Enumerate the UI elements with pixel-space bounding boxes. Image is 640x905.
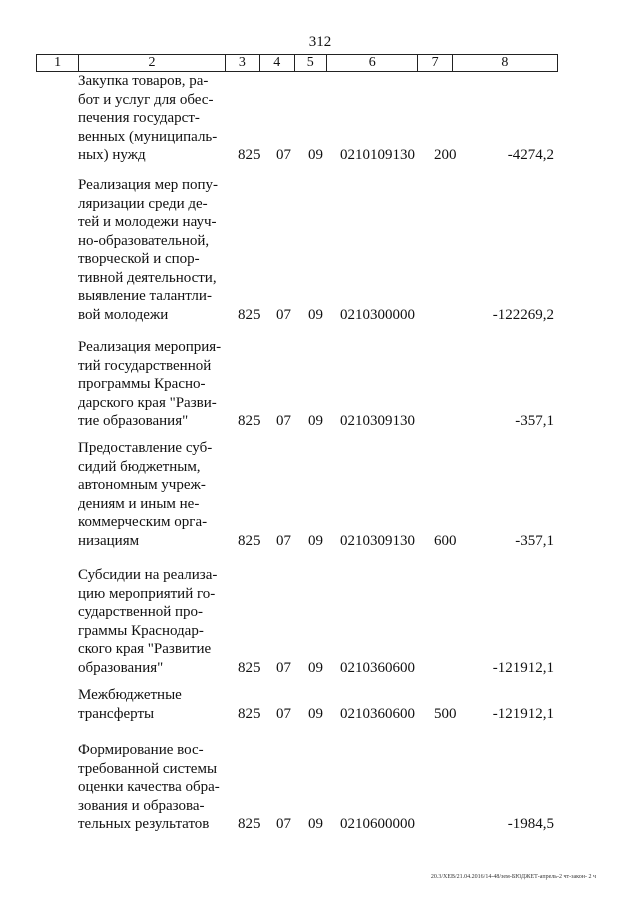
row-cell-c6: 0210360600 <box>340 705 415 722</box>
row-cell-c7: 500 <box>434 705 457 722</box>
description-line: тий государственной <box>78 357 212 374</box>
row-cell-c6: 0210309130 <box>340 413 415 429</box>
header-col-8: 8 <box>452 55 557 72</box>
row-cell-c8: -122269,2 <box>492 306 554 323</box>
description-line: творческой и спор- <box>78 251 200 267</box>
row-description <box>78 176 223 324</box>
description-line: Субсидии на реализа- <box>78 567 218 583</box>
description-line: печения государст- <box>78 110 200 126</box>
row-description <box>78 338 223 431</box>
row-cell-c3: 825 <box>238 147 261 163</box>
page-number: 312 <box>308 34 332 50</box>
description-line: граммы Краснодар- <box>78 622 204 639</box>
row-cell-c6: 0210600000 <box>340 816 415 832</box>
row-cell-c3: 825 <box>238 705 261 722</box>
row-cell-c8: -1984,5 <box>507 816 554 832</box>
row-cell-c5: 09 <box>308 816 323 832</box>
row-cell-c6: 0210309130 <box>340 532 415 549</box>
row-cell-c8: -121912,1 <box>492 705 554 722</box>
row-cell-c4: 07 <box>276 306 291 323</box>
row-cell-c3: 825 <box>238 306 261 323</box>
description-line: ных) нужд <box>78 147 146 163</box>
description-line: образования" <box>78 659 164 676</box>
description-line: Закупка товаров, ра- <box>78 73 209 89</box>
row-cell-c4: 07 <box>276 816 291 832</box>
description-line: трансферты <box>78 705 155 722</box>
row-cell-c5: 09 <box>308 147 323 163</box>
row-cell-c5: 09 <box>308 532 323 549</box>
header-col-5: 5 <box>294 55 327 72</box>
row-cell-c7: 200 <box>434 147 457 163</box>
description-line: автономным учреж- <box>78 477 206 493</box>
row-cell-c6: 0210109130 <box>340 147 415 163</box>
column-number-header <box>36 54 558 72</box>
description-line: венных (муниципаль- <box>78 128 218 145</box>
row-description <box>78 741 223 834</box>
header-col-2: 2 <box>79 55 225 72</box>
row-cell-c3: 825 <box>238 532 261 549</box>
row-description <box>78 566 223 677</box>
row-cell-c5: 09 <box>308 413 323 429</box>
row-cell-c4: 07 <box>276 147 291 163</box>
description-line: Реализация мероприя- <box>78 339 222 355</box>
row-description <box>78 439 223 550</box>
description-line: тельных результатов <box>78 816 210 832</box>
description-line: коммерческим орга- <box>78 514 208 530</box>
row-cell-c8: -121912,1 <box>492 659 554 676</box>
row-cell-c5: 09 <box>308 659 323 676</box>
description-line: Формирование вос- <box>78 742 204 758</box>
description-line: тие образования" <box>78 413 189 429</box>
description-line: дарского края "Разви- <box>78 394 217 411</box>
description-line: низациям <box>78 532 140 549</box>
row-description <box>78 686 223 723</box>
row-cell-c3: 825 <box>238 659 261 676</box>
header-col-3: 3 <box>225 55 259 72</box>
description-line: оценки качества обра- <box>78 779 220 795</box>
row-cell-c4: 07 <box>276 532 291 549</box>
description-line: Предоставление суб- <box>78 440 213 456</box>
description-line: требованной системы <box>78 760 218 777</box>
description-line: зования и образова- <box>78 797 205 814</box>
header-col-4: 4 <box>260 55 294 72</box>
row-cell-c3: 825 <box>238 413 261 429</box>
row-cell-c5: 09 <box>308 705 323 722</box>
description-line: тей и молодежи науч- <box>78 214 217 230</box>
description-line: ляризации среди де- <box>78 195 208 212</box>
description-line: тивной деятельности, <box>78 269 217 286</box>
row-cell-c3: 825 <box>238 816 261 832</box>
row-cell-c8: -4274,2 <box>507 147 554 163</box>
description-line: бот и услуг для обес- <box>78 91 214 108</box>
row-cell-c4: 07 <box>276 705 291 722</box>
row-cell-c4: 07 <box>276 413 291 429</box>
description-line: дениям и иным не- <box>78 495 200 512</box>
row-cell-c6: 0210360600 <box>340 659 415 676</box>
footer-file-path: 20.3/XEB/21.04.2016/14-48/зем-БЮДЖЕТ-апрель-2 чт-закон- 2 ч <box>430 874 596 880</box>
description-line: выявление талантли- <box>78 288 212 304</box>
row-description <box>78 72 223 165</box>
header-col-6: 6 <box>327 55 418 72</box>
description-line: сударственной про- <box>78 604 204 620</box>
row-cell-c8: -357,1 <box>515 532 554 549</box>
description-line: цию мероприятий го- <box>78 585 216 602</box>
description-line: вой молодежи <box>78 306 169 323</box>
row-cell-c5: 09 <box>308 306 323 323</box>
row-cell-c8: -357,1 <box>515 413 554 429</box>
description-line: программы Красно- <box>78 376 206 392</box>
row-cell-c7: 600 <box>434 532 457 549</box>
description-line: Межбюджетные <box>78 687 182 703</box>
row-cell-c6: 0210300000 <box>340 306 415 323</box>
description-line: ского края "Развитие <box>78 641 212 657</box>
header-col-7: 7 <box>418 55 452 72</box>
description-line: сидий бюджетным, <box>78 458 201 475</box>
description-line: Реализация мер попу- <box>78 177 219 193</box>
row-cell-c4: 07 <box>276 659 291 676</box>
header-col-1: 1 <box>37 55 79 72</box>
description-line: но-образовательной, <box>78 232 210 249</box>
